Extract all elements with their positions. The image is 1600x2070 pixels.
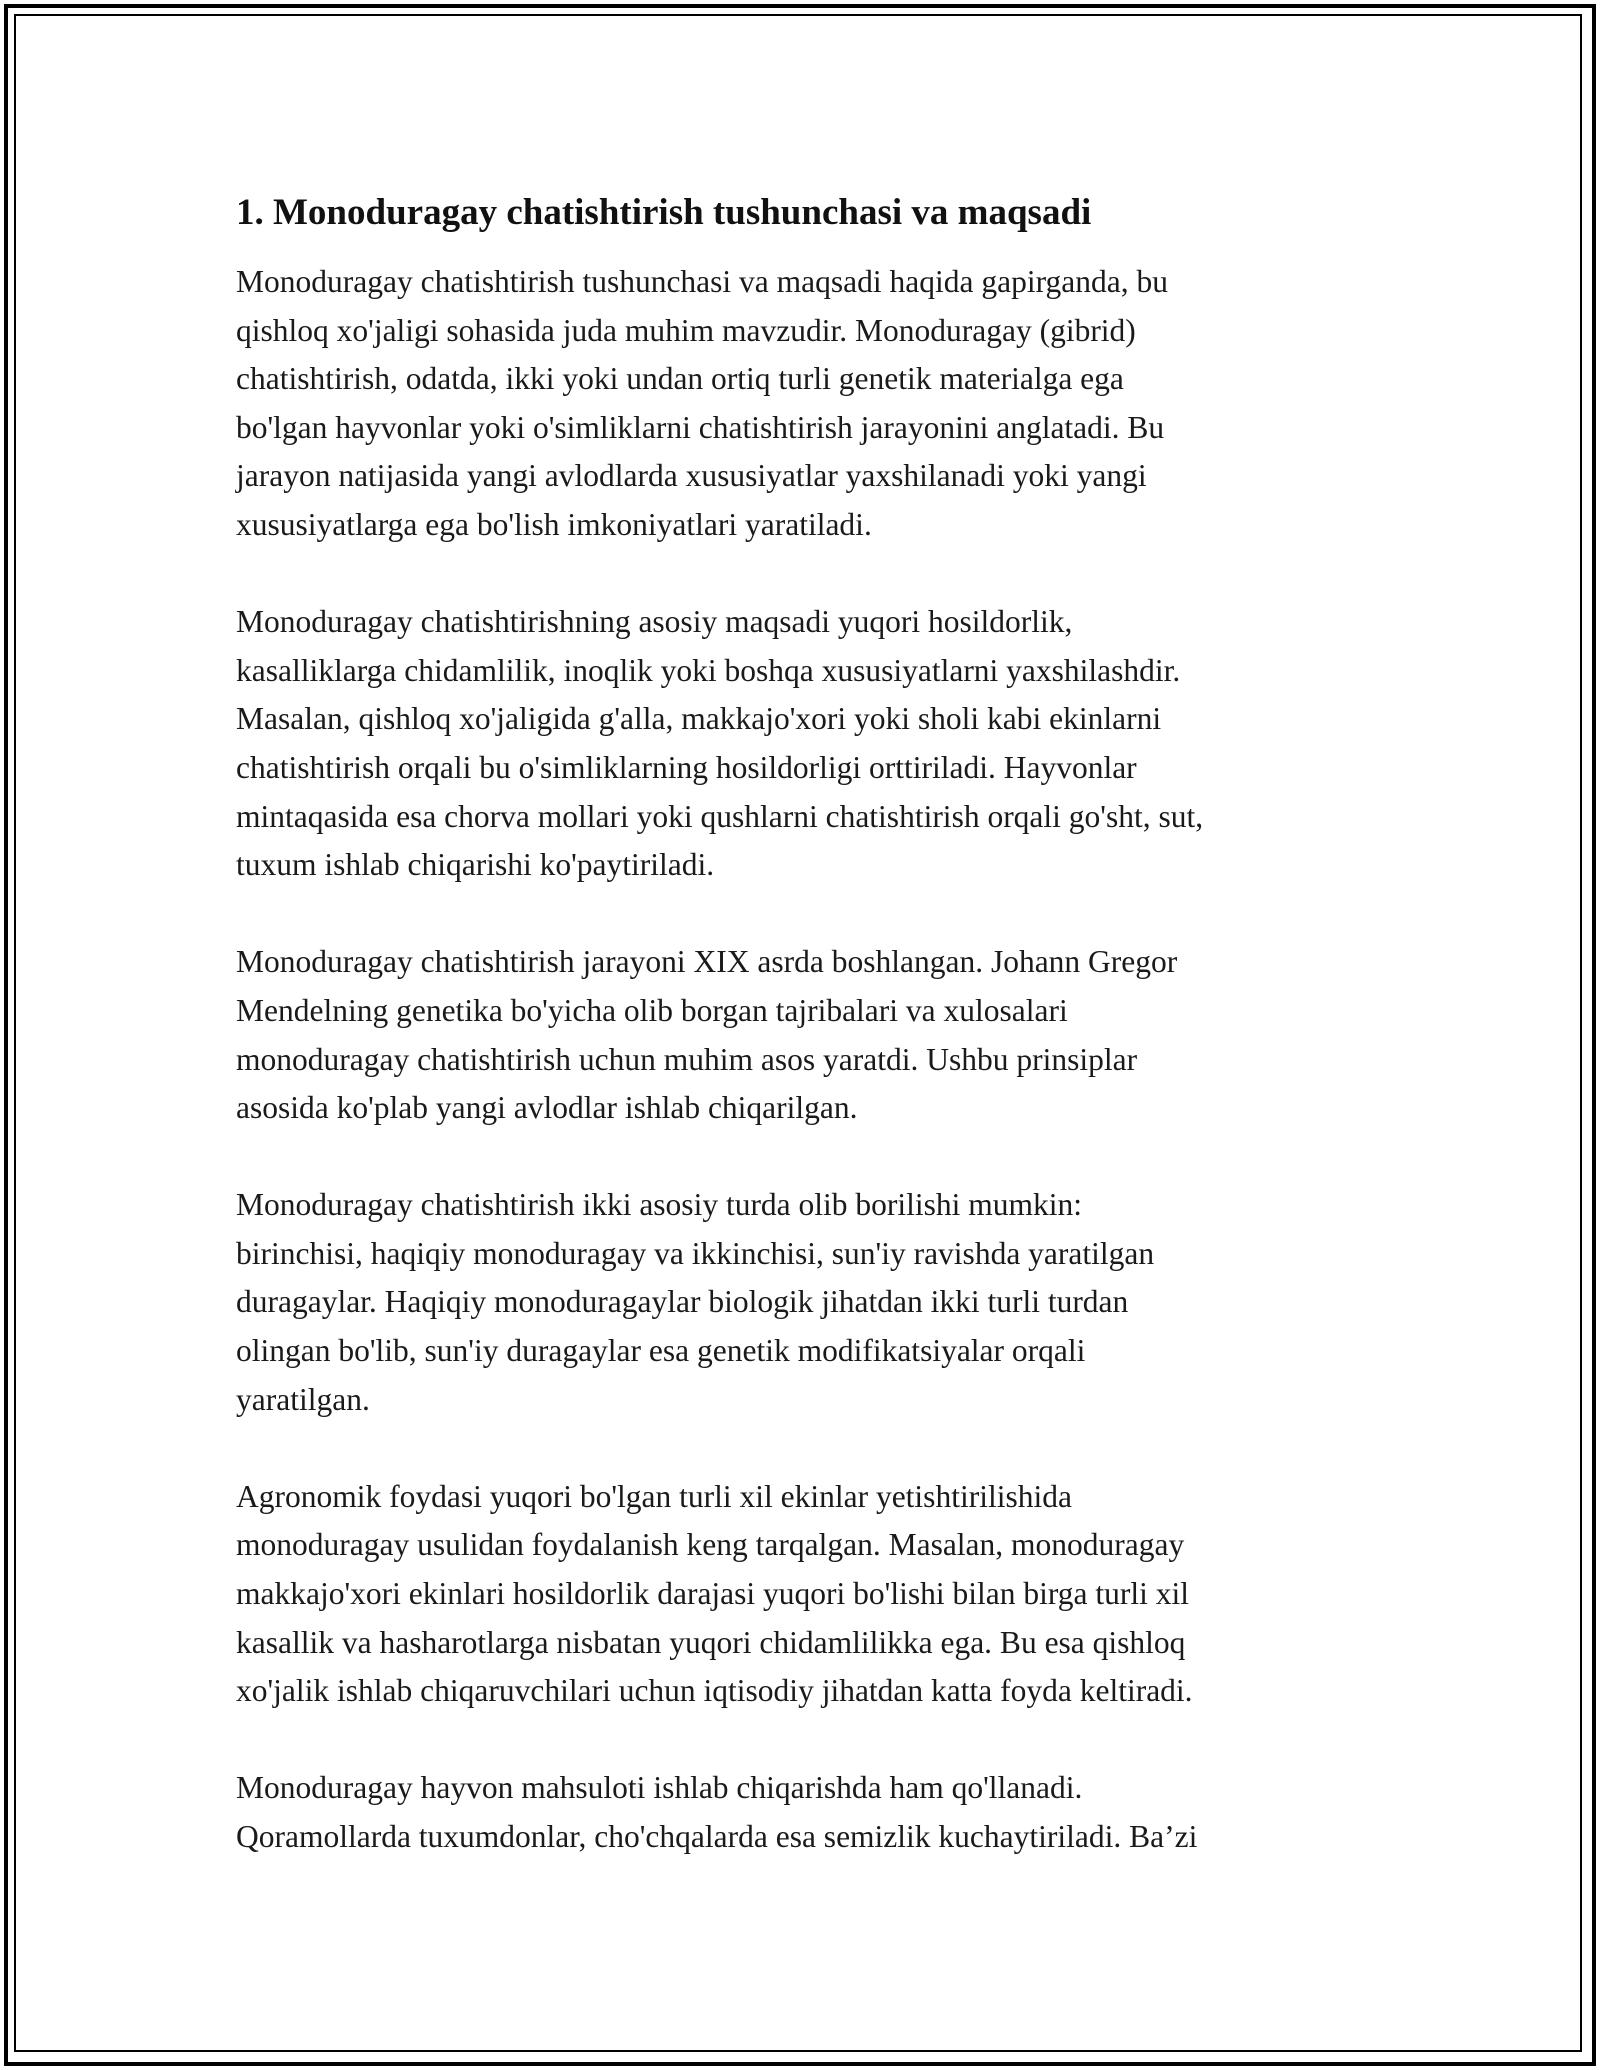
paragraph (236, 258, 1386, 550)
paragraph-line: Qoramollarda tuxumdonlar, cho'chqalarda esa semizlik kuchaytiriladi. Ba’zi (236, 1819, 1198, 1854)
paragraph-line: bo'lgan hayvonlar yoki o'simliklarni chatishtirish jarayonini anglatadi. Bu (236, 409, 1165, 445)
paragraph-line: Mendelning genetika bo'yicha olib borgan tajribalari va xulosalari (236, 992, 1068, 1028)
paragraph-line: Monoduragay hayvon mahsuloti ishlab chiqarishda ham qo'llanadi. (236, 1770, 1083, 1806)
paragraph-line: chatishtirish, odatda, ikki yoki undan ortiq turli genetik materialga ega (236, 361, 1124, 397)
paragraph-line: Monoduragay chatishtirish ikki asosiy turda olib borilishi mumkin: (236, 1187, 1083, 1223)
paragraph-line: mintaqasida esa chorva mollari yoki qushlarni chatishtirish orqali go'sht, sut, (236, 798, 1204, 834)
paragraph-line: duragaylar. Haqiqiy monoduragaylar biologik jihatdan ikki turli turdan (236, 1284, 1129, 1320)
paragraph-line: yaratilgan. (236, 1381, 370, 1417)
paragraph-line: xo'jalik ishlab chiqaruvchilari uchun iqtisodiy jihatdan katta foyda keltiradi. (236, 1673, 1193, 1709)
paragraph-line: monoduragay usulidan foydalanish keng tarqalgan. Masalan, monoduragay (236, 1527, 1185, 1563)
paragraph-list (236, 258, 1386, 1862)
paragraph (236, 1181, 1386, 1424)
paragraph-line: Monoduragay chatishtirish tushunchasi va maqsadi haqida gapirganda, bu (236, 264, 1168, 299)
paragraph-line: asosida ko'plab yangi avlodlar ishlab chiqarilgan. (236, 1090, 858, 1126)
paragraph-line: Agronomik foydasi yuqori bo'lgan turli xil ekinlar yetishtirilishida (236, 1478, 1072, 1514)
document-body (236, 186, 1386, 1910)
paragraph (236, 1764, 1386, 1861)
paragraph-line: birinchisi, haqiqiy monoduragay va ikkinchisi, sun'iy ravishda yaratilgan (236, 1235, 1155, 1271)
paragraph-line: tuxum ishlab chiqarishi ko'paytiriladi. (236, 847, 715, 883)
section-heading: 1. Monoduragay chatishtirish tushunchasi va maqsadi (236, 192, 1092, 233)
paragraph-line: Masalan, qishloq xo'jaligida g'alla, makkajo'xori yoki sholi kabi ekinlarni (236, 701, 1162, 737)
paragraph-line: kasalliklarga chidamlilik, inoqlik yoki boshqa xususiyatlarni yaxshilashdir. (236, 652, 1181, 688)
paragraph (236, 938, 1386, 1132)
paragraph (236, 1473, 1386, 1716)
paragraph-line: kasallik va hasharotlarga nisbatan yuqori chidamlilikka ega. Bu esa qishloq (236, 1624, 1186, 1660)
paragraph-line: makkajo'xori ekinlari hosildorlik darajasi yuqori bo'lishi bilan birga turli xil (236, 1576, 1189, 1612)
paragraph-line: jarayon natijasida yangi avlodlarda xususiyatlar yaxshilanadi yoki yangi (236, 458, 1147, 494)
paragraph-line: olingan bo'lib, sun'iy duragaylar esa genetik modifikatsiyalar orqali (236, 1333, 1086, 1369)
paragraph-line: monoduragay chatishtirish uchun muhim asos yaratdi. Ushbu prinsiplar (236, 1041, 1138, 1077)
paragraph-line: Monoduragay chatishtirishning asosiy maqsadi yuqori hosildorlik, (236, 604, 1073, 640)
paragraph-line: qishloq xo'jaligi sohasida juda muhim mavzudir. Monoduragay (gibrid) (236, 312, 1136, 348)
paragraph-line: chatishtirish orqali bu o'simliklarning hosildorligi orttiriladi. Hayvonlar (236, 749, 1137, 785)
paragraph-line: xususiyatlarga ega bo'lish imkoniyatlari yaratiladi. (236, 506, 872, 542)
paragraph-line: Monoduragay chatishtirish jarayoni XIX asrda boshlangan. Johann Gregor (236, 944, 1178, 980)
paragraph (236, 598, 1386, 890)
